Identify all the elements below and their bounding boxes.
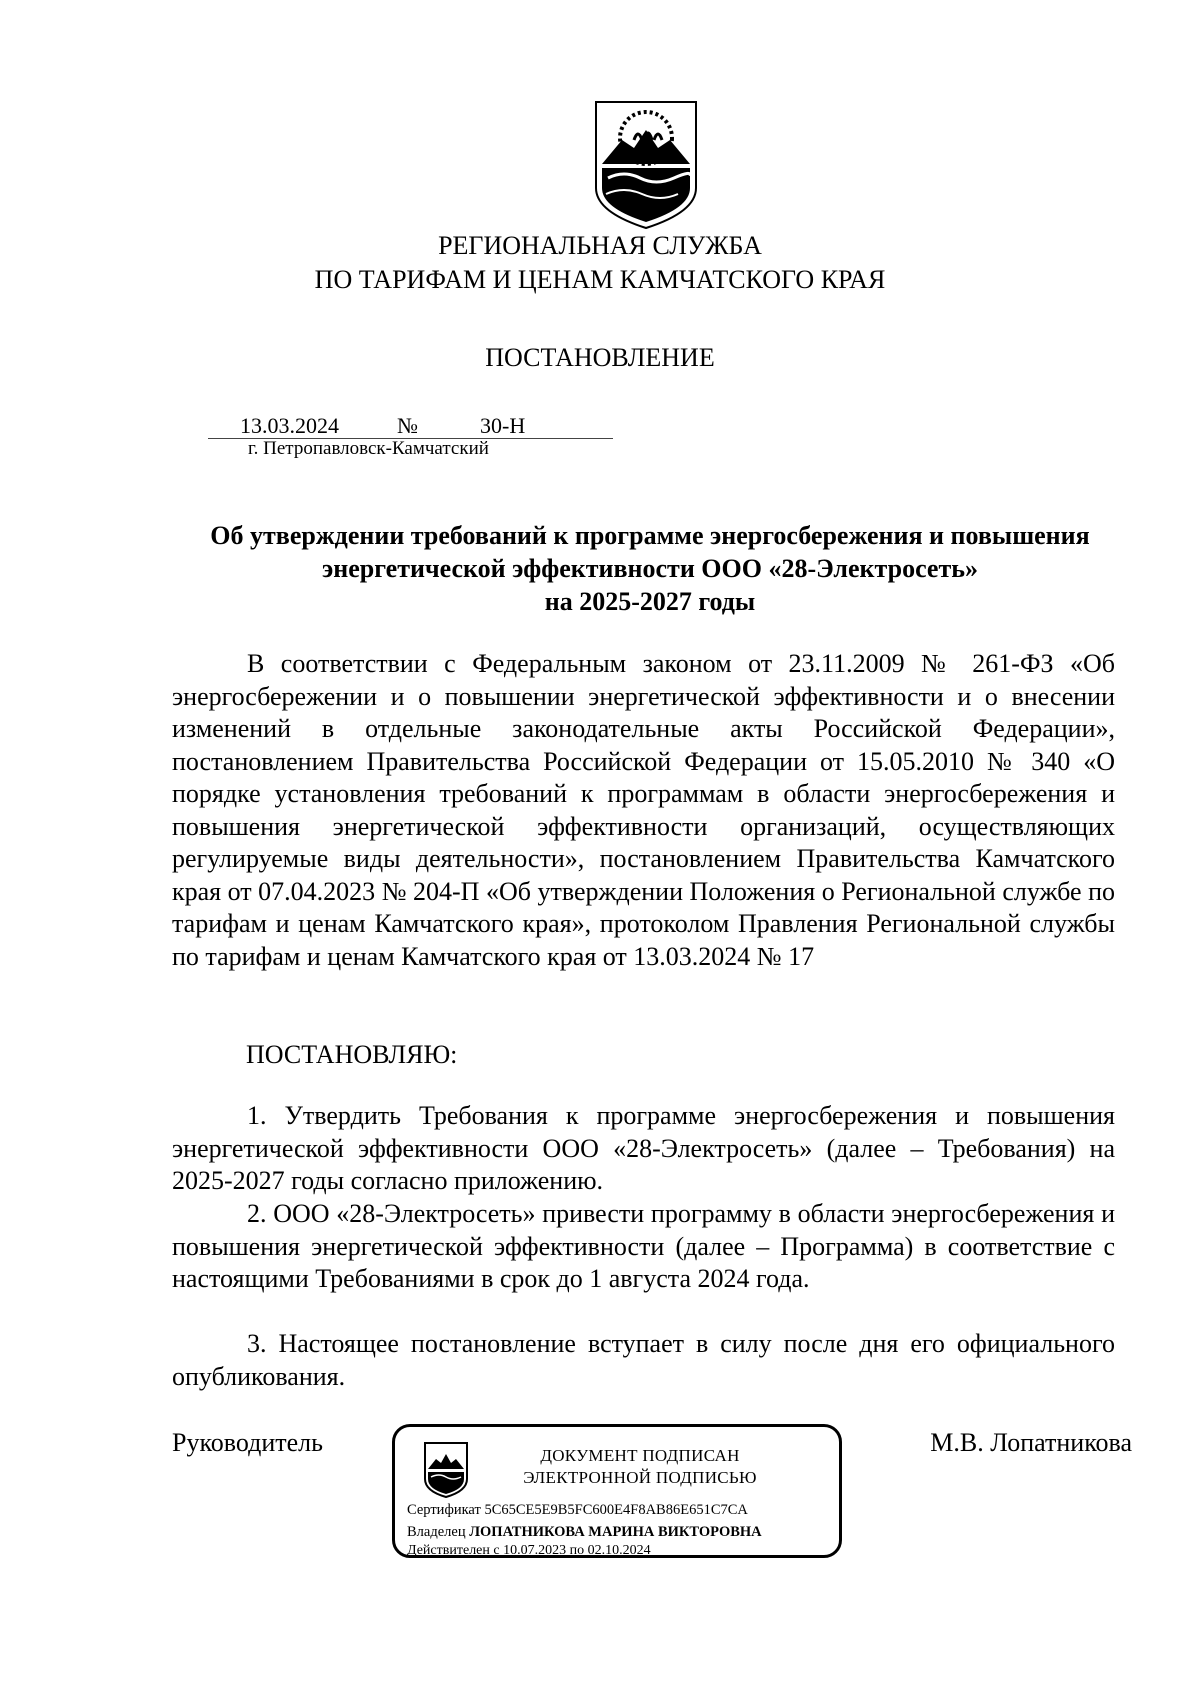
- stamp-certificate: [407, 1502, 748, 1519]
- stamp-title-line: ЭЛЕКТРОННОЙ ПОДПИСЬЮ: [523, 1468, 757, 1487]
- resolution-item-1: 1. Утвердить Требования к программе энергосбережения и повышения энергетической эффективности ООО «28-Электросеть» (далее – Требования) на 2025-2027 годы согласно приложению.: [172, 1101, 1115, 1195]
- stamp-valid-label: Действителен с: [407, 1543, 500, 1558]
- title-line: Об утверждении требований к программе энергосбережения и повышения: [210, 521, 1090, 550]
- stamp-valid-from: 10.07.2023: [503, 1543, 567, 1558]
- resolution-item-3: 3. Настоящее постановление вступает в силу после дня его официального опубликования.: [172, 1329, 1115, 1391]
- title-line: энергетической эффективности ООО «28-Электросеть»: [322, 554, 978, 583]
- stamp-owner-value: ЛОПАТНИКОВА МАРИНА ВИКТОРОВНА: [469, 1524, 762, 1540]
- stamp-valid-to: 02.10.2024: [587, 1543, 651, 1558]
- kamchatka-emblem-icon: [594, 100, 698, 230]
- stamp-valid-to-label: по: [569, 1543, 585, 1558]
- stamp-cert-label: Сертификат: [407, 1502, 481, 1518]
- preamble-paragraph: В соответствии с Федеральным законом от 23.11.2009 № 261-ФЗ «Об энергосбережении и о повышении энергетической эффективности и о внесении изменений в отдельные законодательные акты Российской Федерации», постановлением Правительства Российской Федерации от 15.05.2010 № 340 «О порядке установления требований к программам в области энергосбережения и повышения энергетической эффективности организаций, осуществляющих регулируемые виды деятельности», постановлением Правительства Камчатского края от 07.04.2023 № 204-П «Об утверждении Положения о Региональной службе по тарифам и ценам Камчатского края», протоколом Правления Региональной службы по тарифам и ценам Камчатского края от 13.03.2024 № 17: [172, 649, 1115, 971]
- stamp-owner-label: Владелец: [407, 1524, 466, 1540]
- resolve-heading: ПОСТАНОВЛЯЮ:: [246, 1040, 458, 1069]
- document-city: г. Петропавловск-Камчатский: [248, 438, 489, 459]
- org-name-line2: ПО ТАРИФАМ И ЦЕНАМ КАМЧАТСКОГО КРАЯ: [314, 265, 886, 294]
- org-name-line1: РЕГИОНАЛЬНАЯ СЛУЖБА: [438, 231, 762, 260]
- signatory-name: М.В. Лопатникова: [930, 1428, 1132, 1457]
- stamp-owner: [407, 1524, 762, 1541]
- stamp-title: [475, 1445, 805, 1489]
- document-title: [160, 519, 1140, 618]
- stamp-validity: [407, 1543, 651, 1559]
- stamp-title-line: ДОКУМЕНТ ПОДПИСАН: [540, 1446, 740, 1465]
- stamp-emblem-icon: [423, 1441, 469, 1499]
- stamp-cert-value: 5C65CE5E9B5FC600E4F8AB86E651C7CA: [484, 1502, 748, 1518]
- electronic-signature-stamp: [392, 1424, 842, 1558]
- document-number-sign: №: [397, 413, 418, 438]
- signatory-position: Руководитель: [172, 1428, 323, 1457]
- document-date: 13.03.2024: [240, 413, 339, 438]
- resolution-item-2: 2. ООО «28-Электросеть» привести программу в области энергосбережения и повышения энергетической эффективности (далее – Программа) в соответствие с настоящими Требованиями в срок до 1 августа 2024 года.: [172, 1199, 1115, 1293]
- document-number: 30-Н: [480, 413, 526, 438]
- document-type: ПОСТАНОВЛЕНИЕ: [485, 343, 715, 372]
- title-line: на 2025-2027 годы: [544, 587, 756, 616]
